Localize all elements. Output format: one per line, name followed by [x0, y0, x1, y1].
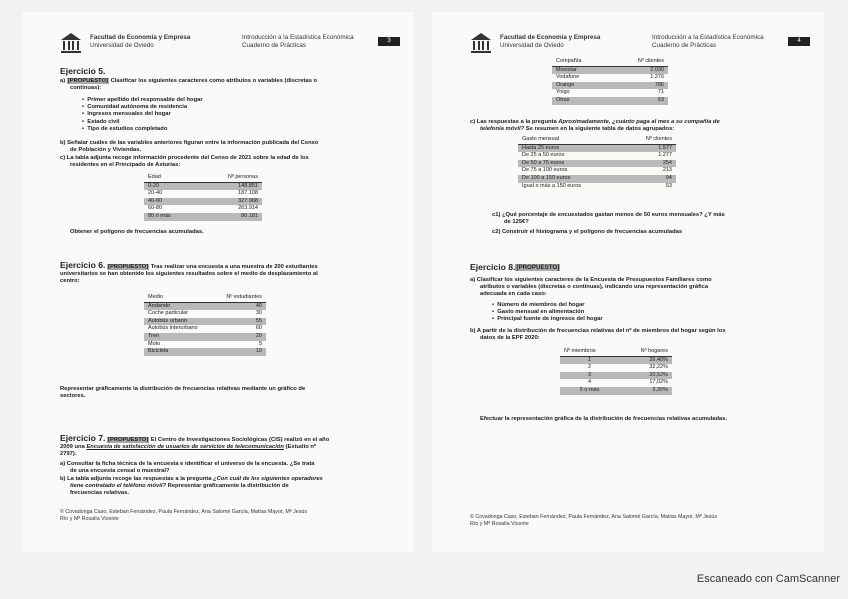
- table-cell: 263.914: [238, 205, 258, 212]
- ex5-a-line2: continuas):: [70, 85, 102, 91]
- table-header: Compañía: [552, 58, 609, 66]
- table-row: [552, 89, 668, 97]
- table-cell: 53: [665, 182, 672, 189]
- table-cell: De 100 a 150 euros: [518, 175, 623, 183]
- table-cell: Orange: [552, 82, 609, 90]
- list-item: • Primer apellido del responsable del hogar: [82, 97, 203, 103]
- table-cell: 60-80: [148, 205, 163, 212]
- table-cell: Autobús urbano: [144, 318, 213, 326]
- table-cell: 213: [662, 167, 672, 174]
- list-item: • Estado civil: [82, 118, 120, 125]
- table-cell: 1.277: [658, 152, 672, 159]
- table-row: [560, 364, 672, 372]
- table-cell: De 50 a 75 euros: [518, 160, 623, 168]
- table-row: [144, 341, 266, 349]
- table-cell: 20-40: [148, 190, 163, 197]
- table-cell: Otras: [552, 97, 609, 105]
- table-cell: 26,40%: [619, 356, 672, 364]
- ex8-b-line2: datos de la EPF 2020:: [480, 335, 540, 341]
- faculty-label: Facultad de Economía y Empresa: [90, 34, 191, 41]
- ex7-survey-link[interactable]: Encuesta de satisfacción de usuarios de servicios de telecomunicación: [86, 444, 284, 450]
- table-header: Nº miembros: [560, 348, 619, 356]
- ex7-tag: [PROPUESTO]: [108, 437, 149, 443]
- ex6-line2: universitarios se han obtenido los siguientes resultados sobre el medio de desplazamiento al: [60, 271, 318, 277]
- table-row: [560, 379, 672, 387]
- table-row: [144, 325, 266, 333]
- table-cell: 3: [560, 372, 619, 380]
- c-question-end: telefonía móvil?: [480, 126, 525, 132]
- table-cell: 10: [213, 348, 266, 356]
- ex8-bullet-3: Principal fuente de ingresos del hogar: [497, 316, 603, 323]
- table-cell: 254: [623, 160, 676, 168]
- ex5-bullet-1: Primer apellido del responsable del hogar: [87, 97, 203, 103]
- table-cell: De 25 a 50 euros: [522, 152, 565, 159]
- ex7-line1: [60, 435, 329, 444]
- table-cell: Coche particular: [148, 310, 189, 317]
- footer-authors: © Covadonga Caso, Esteban Fernández, Paula Fernández, Ana Salomé García, Matías Mayor, Mª Jesús: [470, 514, 718, 520]
- spending-table: [518, 136, 676, 190]
- camscanner-watermark: Escaneado con CamScanner: [696, 573, 840, 585]
- list-item: • Tipo de estudios completado: [82, 125, 168, 132]
- table-cell: Bicicleta: [144, 348, 213, 356]
- ex7-line3: 2797).: [60, 451, 77, 457]
- ex8-title-line: [470, 262, 560, 272]
- table-cell: Tren: [144, 333, 213, 341]
- page-footer: [470, 514, 717, 528]
- table-cell: 20,52%: [619, 372, 672, 380]
- table-cell: 1.577: [623, 144, 676, 152]
- table-row: [518, 167, 676, 175]
- table-header: Gasto mensual: [518, 136, 623, 144]
- ex5-a-label: a): [60, 78, 66, 84]
- ex5-title: Ejercicio 5.: [60, 66, 106, 76]
- university-label: Universidad de Oviedo: [500, 42, 564, 49]
- table-row: [518, 144, 676, 152]
- ex7-b-question-end: tiene contratado el teléfono móvil?: [70, 483, 166, 489]
- ex7-text-2a: 2009 una: [60, 444, 87, 450]
- table-header: Nº estudiantes: [213, 294, 266, 302]
- c-text-2: Se resumen en la siguiente tabla de datos agrupados:: [524, 126, 675, 132]
- ex5-tag: [PROPUESTO]: [67, 78, 108, 84]
- ex8-a-text: Clasificar los siguientes caracteres de la Encuesta de Presupuestos Familiares como: [476, 277, 712, 283]
- ex7-title: Ejercicio 7.: [60, 433, 106, 443]
- table-row: [518, 175, 676, 183]
- ex5-b-label: b): [60, 140, 66, 146]
- table-cell: 187.108: [238, 190, 258, 197]
- ex7-a-text: Consultar la ficha técnica de la encuesta e identificar el universo de la encuesta. ¿Se trata: [66, 461, 315, 467]
- ex6-closing-1: Representar gráficamente la distribución de frecuencias relativas mediante un gráfico de: [60, 386, 306, 392]
- table-header: Nº clientes: [623, 136, 676, 144]
- page-footer: [60, 509, 307, 523]
- table-cell: 786: [609, 82, 668, 90]
- ex8-tag: [PROPUESTO]: [516, 264, 560, 271]
- ex5-bullet-list: [82, 97, 203, 133]
- ex8-title: Ejercicio 8.: [470, 262, 516, 272]
- table-row: [560, 372, 672, 380]
- page-number: 4: [788, 37, 810, 46]
- table-cell: 5: [258, 340, 262, 347]
- table-row: [560, 356, 672, 364]
- table-row: [518, 152, 676, 160]
- page-header: [60, 32, 390, 58]
- table-row: [560, 387, 672, 395]
- ex8-bullet-1: Número de miembros del hogar: [497, 302, 585, 308]
- table-cell: De 75 a 100 euros: [522, 167, 568, 174]
- table-cell: 327.968: [197, 198, 262, 206]
- ex8-b-text: A partir de la distribución de frecuencias relativas del nº de miembros del hogar según los: [476, 328, 726, 334]
- c-label: c): [470, 119, 476, 125]
- ex7-b-question: ¿Con cuál de los siguientes operadores: [213, 476, 323, 482]
- table-cell: 55: [213, 318, 266, 326]
- page-header: [470, 32, 800, 58]
- table-cell: Andando: [144, 302, 213, 310]
- ex7-b-label: b): [60, 476, 66, 482]
- table-header: Medio: [144, 294, 213, 302]
- ex5-c-label: c): [60, 155, 66, 161]
- table-row: [144, 198, 262, 206]
- ex7-a-line2: de una encuesta censal o muestral?: [70, 468, 170, 474]
- table-header: Edad: [144, 174, 197, 182]
- table-row: [552, 74, 668, 82]
- ex5-age-table: [144, 174, 262, 221]
- list-item: • Número de miembros del hogar: [492, 302, 585, 308]
- list-item: • Ingresos mensuales del hogar: [82, 111, 171, 118]
- table-cell: 3,30%: [619, 387, 672, 395]
- table-cell: 71: [657, 89, 664, 96]
- ex5-bullet-5: Tipo de estudios completado: [87, 125, 168, 132]
- ex8-b-label: b): [470, 328, 476, 334]
- ex5-bullet-4: Estado civil: [87, 118, 120, 125]
- ex7-b-line3: frecuencias relativas.: [70, 490, 129, 496]
- ex8-bullet-2: Gasto mensual en alimentación: [497, 309, 585, 316]
- c-question: Aproximadamente, ¿cuánto paga al mes a su compañía de: [558, 119, 720, 125]
- table-row: [552, 66, 668, 74]
- table-cell: 53: [609, 97, 668, 105]
- ex5-b-text: Señalar cuáles de las variables anteriores figuran entre la información publicada del Censo: [67, 140, 319, 146]
- footer-authors: © Covadonga Caso, Esteban Fernández, Paula Fernández, Ana Salomé García, Matías Mayor, Mª Jesús: [60, 509, 308, 515]
- course-title: [652, 34, 764, 50]
- table-row: [144, 348, 266, 356]
- course-sub-label: Cuaderno de Prácticas: [652, 42, 717, 49]
- course-title: [242, 34, 354, 50]
- ex8-bullet-list: [492, 302, 603, 324]
- university-logo-icon: [470, 32, 492, 54]
- table-cell: Hasta 25 euros: [518, 144, 623, 152]
- list-item: • Comunidad autónoma de residencia: [82, 104, 188, 111]
- right-page: [432, 12, 824, 552]
- c1-line2: de 125€?: [504, 219, 529, 225]
- table-row: [552, 97, 668, 105]
- c-text: Las respuestas a la pregunta: [476, 119, 559, 125]
- table-cell: 40-60: [144, 198, 197, 206]
- ex6-title: Ejercicio 6.: [60, 260, 106, 270]
- ex5-a-text: Clasificar los siguientes caracteres como atributos o variables (discretas o: [110, 78, 318, 84]
- table-row: [144, 205, 262, 213]
- table-cell: 1.276: [650, 74, 664, 81]
- table-header: Nº personas: [197, 174, 262, 182]
- table-cell: 148.851: [197, 182, 262, 190]
- table-cell: Igual o más a 150 euros: [522, 182, 582, 189]
- table-cell: 80.181: [197, 213, 262, 221]
- ex5-bullet-3: Ingresos mensuales del hogar: [87, 111, 171, 118]
- table-cell: 60: [255, 325, 262, 332]
- ex8-closing: Efectuar la representación gráfica de la distribución de frecuencias relativas acumuladas.: [480, 416, 728, 422]
- ex6-transport-table: [144, 294, 266, 356]
- table-cell: 20: [213, 333, 266, 341]
- ex7-a-label: a): [60, 461, 66, 467]
- ex5-c-text: La tabla adjunta recoge información procedente del Censo de 2021 sobre la edad de los: [66, 155, 309, 161]
- ex5-bullet-2: Comunidad autónoma de residencia: [87, 104, 188, 111]
- faculty-name: [500, 34, 600, 50]
- footer-authors-2: Río y Mª Rosalía Vicente: [60, 515, 119, 522]
- footer-authors-2: Río y Mª Rosalía Vicente: [470, 520, 529, 527]
- table-row: [144, 182, 262, 190]
- ex6-text-1: Tras realizar una encuesta a una muestra de 200 estudiantes: [150, 264, 318, 270]
- ex5-closing: Obtener el polígono de frecuencias acumuladas.: [70, 229, 204, 235]
- ex7-text-1: El Centro de Investigaciones Sociológicas (CIS) realizó en el año: [150, 437, 330, 443]
- list-item: • Principal fuente de ingresos del hogar: [492, 316, 603, 323]
- table-header: Nº hogares: [619, 348, 672, 356]
- ex6-tag: [PROPUESTO]: [108, 264, 149, 270]
- operator-table: [552, 58, 668, 105]
- table-row: [144, 333, 266, 341]
- ex8-a-label: a): [470, 277, 476, 283]
- university-logo-icon: [60, 32, 82, 54]
- university-label: Universidad de Oviedo: [90, 42, 154, 49]
- course-title-label: Introducción a la Estadística Económica: [242, 34, 354, 41]
- table-row: [144, 318, 266, 326]
- ex7-line2: [60, 444, 316, 451]
- ex5-c-line2: residentes en el Principado de Asturias:: [70, 162, 181, 168]
- table-cell: 5 o más: [560, 387, 619, 395]
- c2-line: c2) Construir el histograma y el polígono de frecuencias acumuladas: [492, 229, 683, 235]
- table-cell: 30: [255, 310, 262, 317]
- table-row: [144, 213, 262, 221]
- table-cell: 17,02%: [649, 379, 668, 386]
- faculty-name: [90, 34, 190, 50]
- table-row: [144, 310, 266, 318]
- table-cell: Yoigo: [556, 89, 570, 96]
- table-cell: 0-20: [144, 182, 197, 190]
- c-line2: [480, 126, 674, 133]
- table-cell: 2.030: [609, 66, 668, 74]
- table-row: [518, 183, 676, 191]
- ex8-a-line3: adecuada en cada caso:: [480, 291, 547, 297]
- table-row: [518, 160, 676, 168]
- ex7-text-2c: (Estudio nº: [283, 444, 317, 450]
- table-cell: Moto: [148, 340, 161, 347]
- household-table: [560, 348, 672, 395]
- ex7-b-text: La tabla adjunta recoge las respuestas a la pregunta: [67, 476, 214, 482]
- ex6-line3: centro:: [60, 278, 80, 284]
- list-item: • Gasto mensual en alimentación: [492, 309, 585, 316]
- ex6-line1: [60, 262, 318, 271]
- faculty-label: Facultad de Economía y Empresa: [500, 34, 601, 41]
- table-cell: Autobús interurbano: [148, 325, 198, 332]
- ex6-closing-2: sectores.: [60, 393, 86, 399]
- left-page: [22, 12, 414, 552]
- table-cell: 40: [213, 302, 266, 310]
- ex8-a-line2: atributos o variables (discretas o continuas), indicando una representación gráfica: [480, 284, 709, 290]
- course-sub-label: Cuaderno de Prácticas: [242, 42, 307, 49]
- table-cell: 94: [623, 175, 676, 183]
- ex7-b-text-2: Representar gráficamente la distribución de: [165, 483, 289, 489]
- ex5-b-line2: de Población y Viviendas.: [70, 147, 142, 153]
- table-cell: Vodafone: [556, 74, 580, 81]
- course-title-label: Introducción a la Estadística Económica: [652, 34, 764, 41]
- table-header: Nº clientes: [609, 58, 668, 66]
- table-row: [144, 302, 266, 310]
- table-row: [552, 82, 668, 90]
- table-cell: 1: [560, 356, 619, 364]
- table-cell: Movistar: [552, 66, 609, 74]
- table-row: [144, 190, 262, 198]
- table-cell: 80 ó más: [144, 213, 197, 221]
- table-cell: 32,22%: [649, 364, 668, 371]
- table-cell: 2: [588, 364, 592, 371]
- c1-line1: c1) ¿Qué porcentaje de encuestados gastan menos de 50 euros mensuales? ¿Y más: [492, 212, 725, 218]
- page-number: 3: [378, 37, 400, 46]
- table-cell: 4: [588, 379, 592, 386]
